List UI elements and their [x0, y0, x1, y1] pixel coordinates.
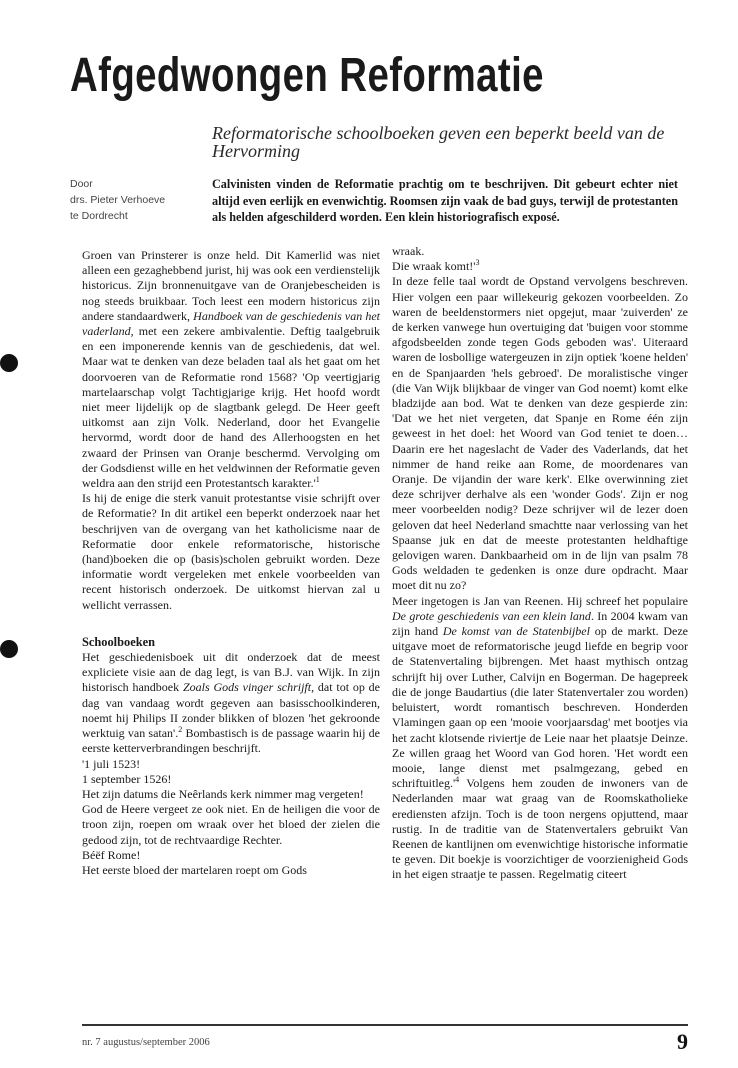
body-paragraph: In deze felle taal wordt de Opstand vervolgens beschreven. Hier volgen een paar willekeurig gekozen voorbeelden. Zo waren de beeldenstormers niet opgejut, maar 'zuiverden' ze de kerken vanwege hun overtuiging dat 'buigen voor stomme afgodsbeelden zonde tegen Gods geboden was'. Uiteraard waren de losbollige watergeuzen in zijn optiek 'koene helden' en de Spanjaarden 'hels gebroed'. De moralistische vinger (die Van Wijk blijkbaar de vinger van God noemt) komt elke bladzijde aan bod. Wat te denken van deze gespierde zin: 'Dat we het niet vergeten, dat Spanje en Rome één zijn geweest in het doel: het Woord van God teniet te doen… Daarin ere het nageslacht de Vader des Vaderlands, dat het nimmer de hand reike aan Rome, de moordenares van Oranje. De vijandin der ware kerk'. Elke overwinning ziet deze schrijver derhalve als een 'wonder Gods'. Zijn er nog meer voorbeelden nodig? Deze schrijver wil de lezer doen geloven dat heel Nederland smachtte naar verlossing van het Spaanse juk en dat de meeste protestanten heldhaftige gelovigen waren. Dankbaarheid om in de lijn van psalm 78 Gods weldaden te gedenken is onze dure opdracht. Maar moet dit nu zo?	[392, 274, 688, 593]
body-paragraph: Meer ingetogen is Jan van Reenen. Hij schreef het populaire De grote geschiedenis van een klein land. In 2004 kwam van zijn hand De komst van de Statenbijbel op de markt. Deze uitgave moet de reformatorische jeugd liefde en begrip voor de Statenvertaling bijbrengen. Met haast mythisch ontzag schrijft hij over Luther, Calvijn en Bogerman. De hagepreek die de jonge Baudartius (die later Statenvertaler zou worden) beluistert, wordt romantisch beschreven. Honderden Vlamingen gaan op een 'mooie voorjaarsdag' met bootjes via het zacht klotsende riviertje de Leie naar het plaatsje Deinze. Ze willen graag het Woord van God horen. 'Het wordt een mooie, lange dienst met psalmgezang, gebed en $schriftuitleg.'^4$ Volgens hem zouden de inwoners van de Nederlanden maar wat graag van de Roomskatholieke erediensten afzijn. Toch is de toon nergens opjuttend, maar rustig. In de traditie van de Statenvertalers gebruikt Van Reenen de kantlijnen om evenwichtige historische informatie te geven. Dit boekje is voorzichtiger de voorzienigheid Gods in het eigen straatje te passen. Regelmatig citeert	[392, 593, 688, 882]
article-subtitle: Reformatorische schoolboeken geven een beperkt beeld van de Hervorming	[212, 123, 665, 161]
page-number: 9	[677, 1029, 688, 1054]
footer-divider	[82, 1024, 688, 1026]
byline-line: Door	[70, 178, 93, 190]
quote-line: Béëf Rome!	[82, 847, 141, 862]
body-paragraph: Is hij de enige die sterk vanuit protestantse visie schrijft over de Reformatie? In dit artikel een beperkt onderzoek naar het beschrijven van de overgang van het katholicisme naar de Reformatie door enkele reformatorische, historische (hand)boeken die op (basis)scholen gebruikt worden. Deze informatie wordt vergeleken met enkele voorbeelden van recent historisch onderzoek. De uitkomst hiervan zal u wellicht verrassen.	[82, 491, 380, 612]
section-heading: Schoolboeken	[82, 634, 155, 649]
issue-info: nr. 7 augustus/september 2006	[82, 1037, 210, 1048]
article-title: Afgedwongen Reformatie	[70, 49, 544, 102]
byline	[70, 176, 196, 224]
left-column	[82, 248, 380, 878]
body-paragraph: Groen van Prinsterer is onze held. Dit Kamerlid was niet alleen een gezaghebbend jurist, hij was ook een verdienstelijk historicus. Zijn bronnenuitgave van de Oranjebescheiden is nog steeds bruikbaar. Toch leest een modern historicus zijn andere standaardwerk, Handboek van de geschiedenis van het vaderland, met een zekere ambivalentie. Deftig taalgebruik en een imponerende kennis van de geschiedenis, dat wel. Maar wat te denken van deze beladen taal als het gaat om het doorvoeren van de Reformatie rond 1568? 'Op veertigjarig martelaarschap volgt Tachtigjarige krijg. Het hoofd wordt niet meer lijdelijk op de slagtbank gelegd. De Heer geeft uitkomst aan zijn Volk. Nederland, door het Evangelie hervormd, wordt door de hand des Allerhoogsten en het zwaard der Prinsen van Oranje beschermd. Vervolging om der Godsdienst wille en het veldwinnen der Reformatie geven weldra aan den strijd een Protestantsch $karakter.'^1$	[82, 248, 380, 491]
binder-hole	[0, 640, 18, 658]
quote-line: Die wraak $komt!'^3$	[392, 258, 480, 274]
quote-line: God de Heere vergeet ze ook niet. En de heiligen die voor de troon zijn, roepen om wraak over het bloed der zielen die gedood zijn, tot de rechtvaardige Rechter.	[82, 802, 380, 847]
byline-author: drs. Pieter Verhoeve	[70, 194, 166, 206]
footnote-ref: 4	[455, 775, 460, 785]
quote-line: '1 juli 1523!	[82, 756, 141, 771]
right-column	[392, 244, 688, 883]
footnote-ref: 3	[475, 258, 480, 268]
lead-paragraph: Calvinisten vinden de Reformatie prachtig om te beschrijven. Dit gebeurt echter niet altijd even eerlijk en evenwichtig. Roomsen zijn vaak de bad guys, terwijl de protestanten als helden afgeschilderd worden. Een klein historiografisch exposé.	[212, 177, 678, 224]
quote-line: wraak.	[392, 244, 425, 258]
quote-line: Het zijn datums die Neêrlands kerk nimmer mag vergeten!	[82, 786, 364, 801]
quote-line: Het eerste bloed der martelaren roept om Gods	[82, 862, 307, 877]
footnote-ref: 1	[315, 475, 320, 485]
binder-hole	[0, 354, 18, 372]
body-paragraph: Het geschiedenisboek uit dit onderzoek dat de meest expliciete visie aan de dag legt, is van B.J. van Wijk. In zijn historisch handboek Zoals Gods vinger schrijft, dat tot op de dag van vandaag wordt gegeven aan basisschoolkinderen, noemt hij Philips II zonder blikken of blozen 'het gekroonde werktuig van satan'.$^2$ Bombastisch is de passage waarin hij de eerste ketterverbrandingen beschrijft.	[82, 650, 381, 756]
byline-line: te Dordrecht	[70, 210, 128, 222]
footnote-ref: 2	[178, 725, 183, 735]
quote-line: 1 september 1526!	[82, 771, 172, 786]
